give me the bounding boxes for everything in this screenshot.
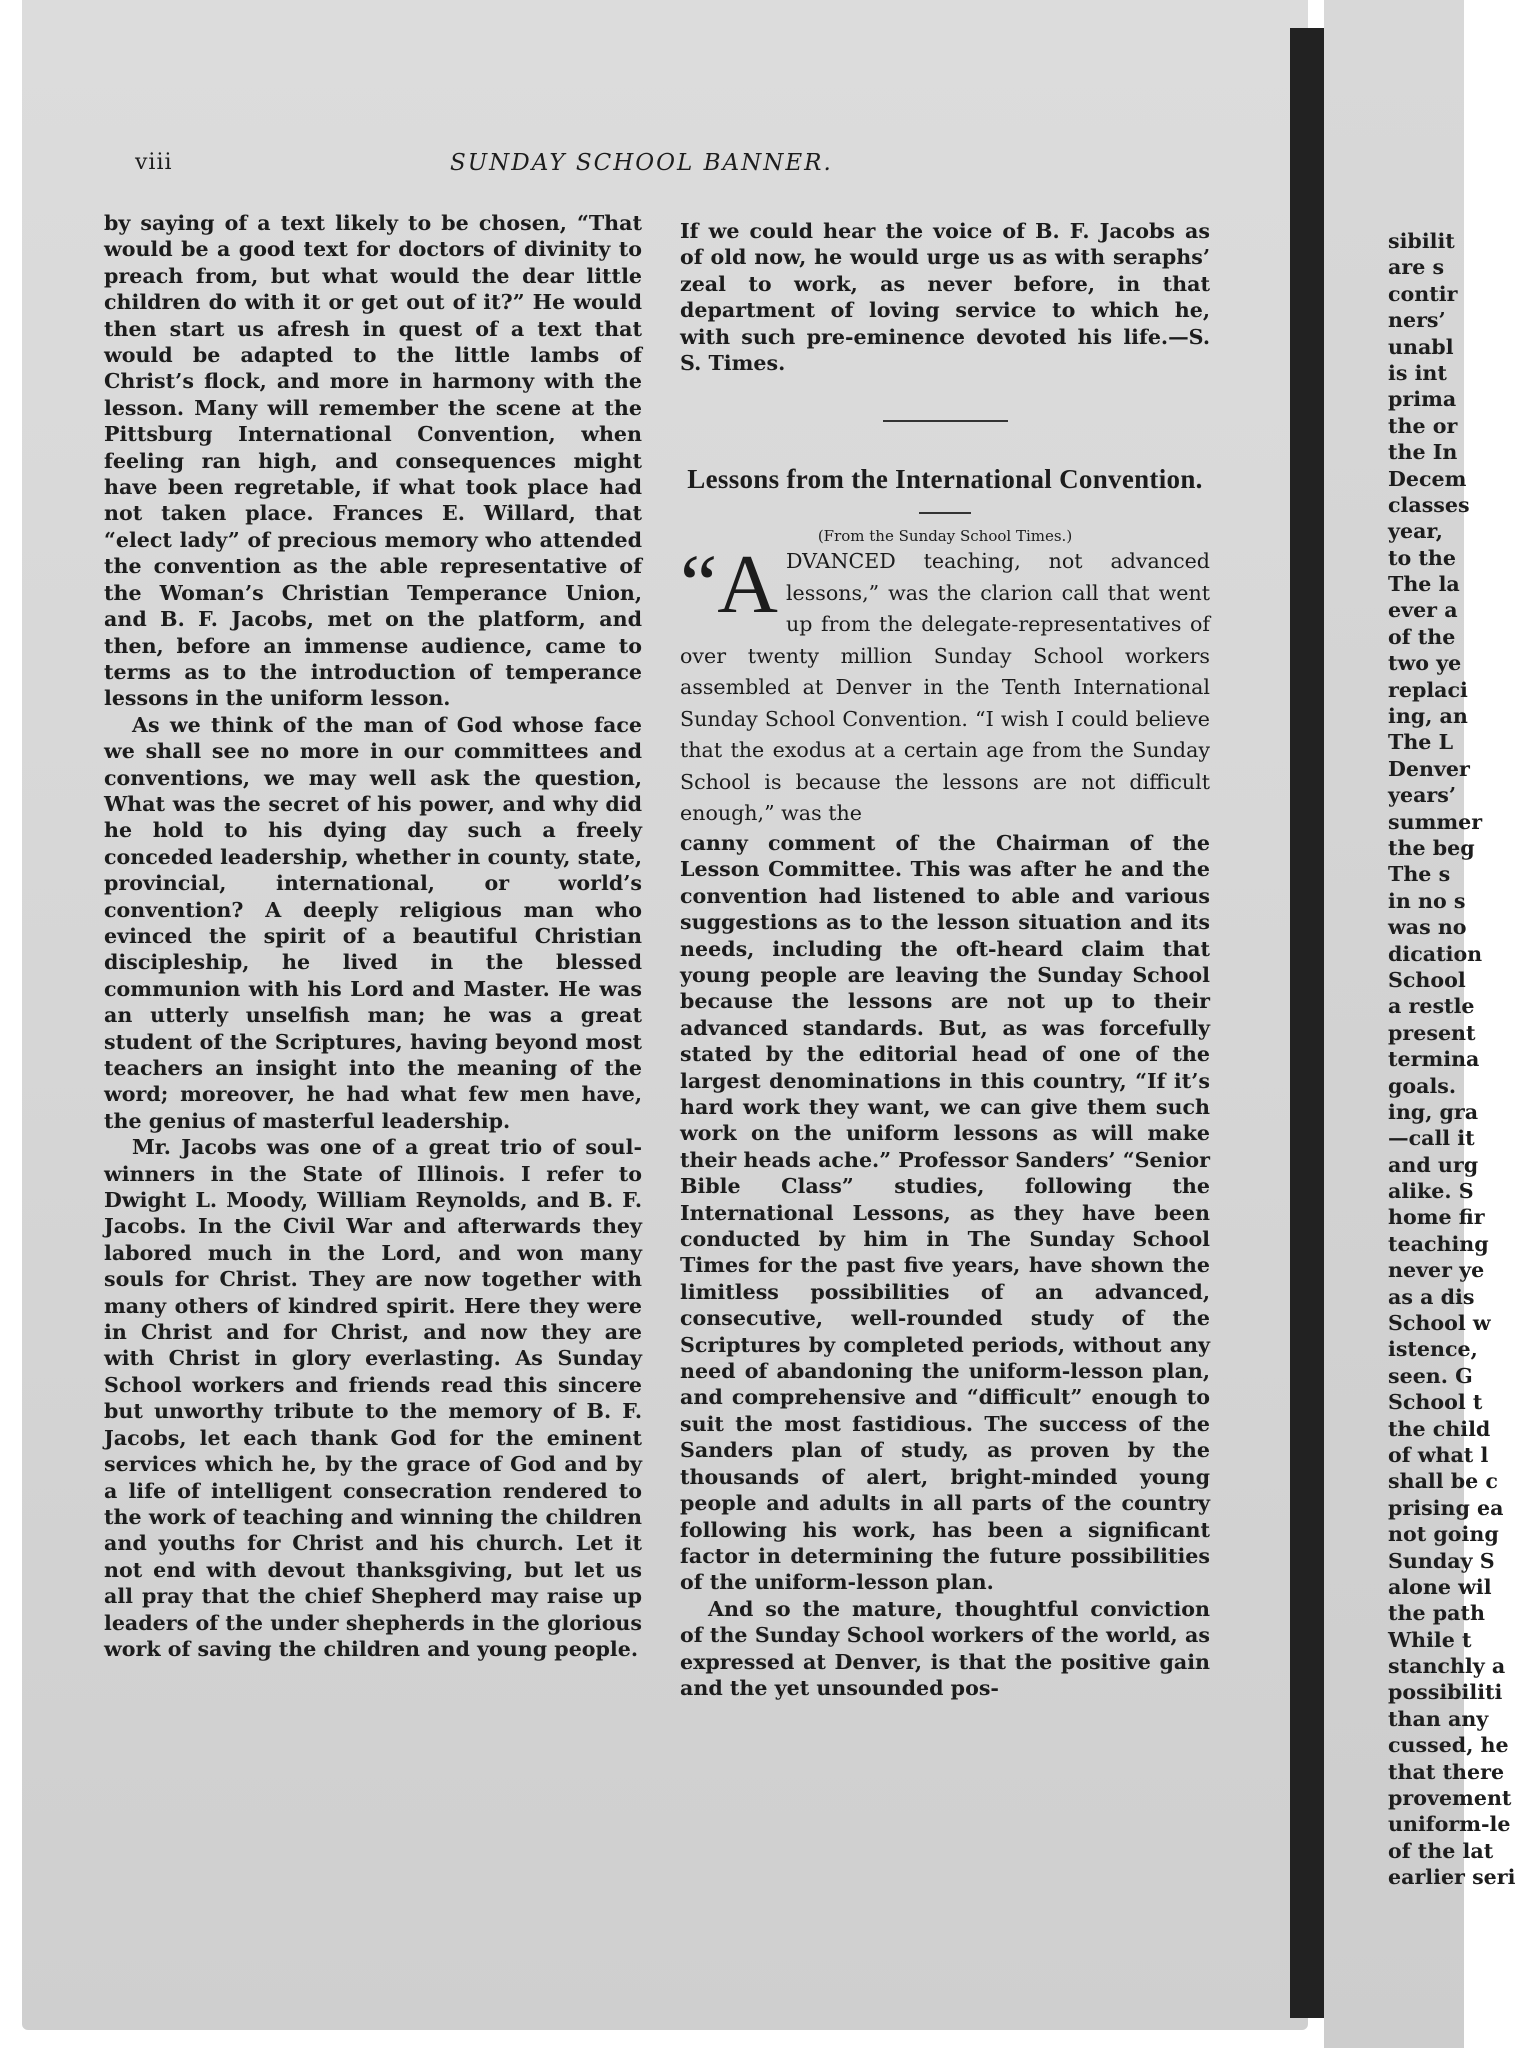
fragment-line: is int [1388,360,1447,385]
fragment-line: home fir [1388,1205,1485,1230]
fragment-line: the child [1388,1416,1491,1441]
lead-paragraph-continued: canny comment of the Chairman of the Lesson Committee. This was after he and the convention had listened to able and various suggestions as to the lesson situation and its needs, including the oft-heard claim that young people are leaving the Sunday School because the lessons are not up to their advanced standards. But, as was forcefully stated by the editorial head of one of the largest denominations in this country, “If it’s hard work they want, we can give them such work on the uniform lessons as will make their heads ache.” Professor Sanders’ “Senior Bible Class” studies, following the International Lessons, as they have been conducted by him in The Sunday School Times for the past five years, have shown the limitless possibilities of an advanced, consecutive, well-rounded study of the Scriptures by completed periods, without any need of abandoning the uniform-lesson plan, and comprehensive and “difficult” enough to suit the most fastidious. The success of the Sanders plan of study, as proven by the thousands of alert, bright-minded young people and adults in all parts of the country following his work, has been a significant factor in determining the future possibilities of the uniform-lesson plan. [680,830,1210,1595]
fragment-line: than any [1388,1706,1489,1731]
fragment-line: of the lat [1388,1838,1494,1863]
drop-cap [680,538,778,632]
fragment-line: goals. [1388,1073,1457,1098]
fragment-line: alike. S [1388,1179,1474,1204]
fragment-line: School w [1388,1311,1491,1336]
fragment-line: the In [1388,440,1458,465]
fragment-line: prising ea [1388,1495,1504,1520]
fragment-line: the or [1388,413,1458,438]
closing-paragraph: If we could hear the voice of B. F. Jacobs as of old now, he would urge us as with seraphs’ zeal to work, as never before, in that department of loving service to which he, with such pre-eminence devoted his life.—S. S. Times. [680,219,1210,376]
fragment-line: years’ [1388,783,1457,808]
paragraph-and-so: And so the mature, thoughtful conviction of the Sunday School workers of the world, as expressed at Denver, is that the positive gain and the yet unsounded pos- [680,1596,1210,1700]
fragment-line: was no [1388,915,1467,940]
fragment-line: and urg [1388,1152,1479,1177]
drop-cap-letter: A [717,538,778,632]
fragment-line: contir [1388,281,1458,306]
fragment-line: While t [1388,1627,1472,1652]
fragment-line: Decem [1388,466,1467,491]
fragment-line: School [1388,967,1466,992]
fragment-line: The L [1388,730,1454,755]
middle-column [680,218,1210,1701]
fragment-line: shall be c [1388,1469,1498,1494]
fragment-line: possibiliti [1388,1680,1503,1705]
fragment-line: alone wil [1388,1574,1492,1599]
fragment-line: as a dis [1388,1284,1475,1309]
title-rule [919,512,971,514]
fragment-line: cussed, he [1388,1733,1509,1758]
fragment-line: are s [1388,255,1445,280]
article-title: Lessons from the International Convention. [687,464,1203,495]
fragment-line: never ye [1388,1258,1485,1283]
fragment-line: uniform-le [1388,1812,1511,1837]
fragment-line: that there [1388,1759,1505,1784]
fragment-line: istence, [1388,1337,1478,1362]
fragment-line: year, [1388,519,1443,544]
left-paragraph-1: by saying of a text likely to be chosen, “That would be a good text for doctors of divinity to preach from, but what would the dear little children do with it or get out of it?” He would then start us afresh in quest of a text that would be adapted to the little lambs of Christ’s flock, and more in harmony with the lesson. Many will remember the scene at the Pittsburg International Convention, when feeling ran high, and consequences might have been regretable, if what took place had not taken place. Frances E. Willard, that “elect lady” of precious memory who attended the convention as the able representative of the Woman’s Christian Temperance Union, and B. F. Jacobs, met on the platform, and then, before an immense audience, came to terms as to the introduction of temperance lessons in the uniform lesson. [104,211,642,711]
fragment-line: ing, gra [1388,1099,1479,1124]
article-source: (From the Sunday School Times.) [817,527,1073,546]
fragment-line: termina [1388,1047,1480,1072]
fragment-line: the path [1388,1601,1485,1626]
fragment-line: provement [1388,1786,1512,1811]
fragment-line: seen. G [1388,1363,1473,1388]
fragment-line: to the [1388,545,1457,570]
fragment-line: —call it [1388,1126,1475,1151]
left-paragraph-2: As we think of the man of God whose face we shall see no more in our committees and conventions, we may well ask the question, What was the secret of his power, and why did he hold to his dying day such a freely conceded leadership, whether in county, state, provincial, international, or world’s convention? A deeply religious man who evinced the spirit of a beautiful Christian discipleship, he lived in the blessed communion with his Lord and Master. He was an utterly unselfish man; he was a great student of the Scriptures, having beyond most teachers an insight into the meaning of the word; moreover, he had what few men have, the genius of masterful leadership. [104,712,642,1133]
fragment-line: summer [1388,809,1483,834]
fragment-line: of what l [1388,1442,1489,1467]
page-number: viii [135,150,173,175]
lead-paragraph [680,538,1210,830]
fragment-line: Denver [1388,756,1470,781]
fragment-line: classes [1388,492,1470,517]
fragment-line: sibilit [1388,229,1455,253]
fragment-line: teaching [1388,1231,1489,1256]
fragment-line: School t [1388,1390,1483,1415]
running-title: SUNDAY SCHOOL BANNER. [450,150,833,176]
fragment-line: of the [1388,624,1456,649]
fragment-line: prima [1388,387,1457,412]
fragment-line: not going [1388,1522,1499,1547]
page-header [135,150,1215,180]
left-paragraph-3: Mr. Jacobs was one of a great trio of soul-winners in the State of Illinois. I refer to Dwight L. Moody, William Reynolds, and B. F. Jacobs. In the Civil War and afterwards they labored much in the Lord, and won many souls for Christ. They are now together with many others of kindred spirit. Here they were in Christ and for Christ, and now they are with Christ in glory everlasting. As Sunday School workers and friends read this sincere but unworthy tribute to the memory of B. F. Jacobs, let each thank God for the eminent services which he, by the grace of God and by a life of intelligent consecration rendered to the work of teaching and winning the children and youths for Christ and his church. Let it not end with devout thanksgiving, but let us all pray that the chief Shepherd may raise up leaders of the under shepherds in the glorious work of saving the children and young people. [104,1135,642,1661]
left-column [104,210,642,1662]
fragment-line: the beg [1388,835,1475,860]
fragment-line: The la [1388,572,1460,597]
fragment-line: unabl [1388,334,1454,359]
fragment-line: two ye [1388,651,1462,676]
fragment-line: Sunday S [1388,1548,1495,1573]
section-divider [883,420,1008,422]
fragment-line: in no s [1388,888,1466,913]
fragment-line: a restle [1388,994,1475,1019]
fragment-line: ing, an [1388,704,1468,729]
fragment-line: dication [1388,941,1483,966]
fragment-line: The s [1388,862,1451,887]
drop-cap-quote: “ [680,538,718,632]
right-column-fragments [1388,228,1515,1891]
fragment-line: stanchly a [1388,1654,1506,1679]
page-binding-gutter [1290,28,1324,2018]
lead-paragraph-text: DVANCED teaching, not advanced lessons,” was the clarion call that went up from the delegate-representatives of over twenty million Sunday School workers assembled at Denver in the Tenth International Sunday School Convention. “I wish I could believe that the exodus at a certain age from the Sunday School is because the lessons are not difficult enough,” was the [680,549,1210,826]
fragment-line: earlier seri [1388,1865,1515,1890]
fragment-line: ever a [1388,598,1458,623]
fragment-line: ners’ [1388,308,1446,333]
fragment-line: present [1388,1020,1476,1045]
fragment-line: replaci [1388,677,1468,702]
